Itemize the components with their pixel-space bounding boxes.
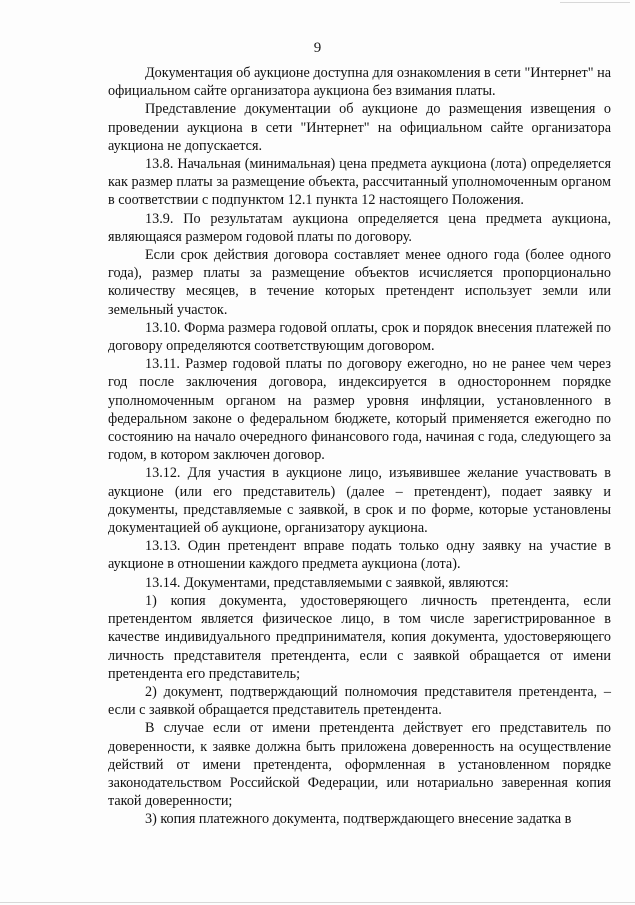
list-item-2: 2) документ, подтверждающий полномочия представителя претендента, – если с заявкой обращается представитель претендента.	[108, 683, 611, 719]
document-body	[108, 64, 611, 829]
paragraph-13-13: 13.13. Один претендент вправе подать только одну заявку на участие в аукционе в отношении каждого предмета аукциона (лота).	[108, 538, 611, 573]
paragraph-13-12: 13.12. Для участия в аукционе лицо, изъявившее желание участвовать в аукционе (или его представитель) (далее – претендент), подает заявку и документы, представляемые с заявкой, в срок и по форме, которые установлены документацией об аукционе, организатору аукциона.	[108, 465, 611, 537]
paragraph-proxy: В случае если от имени претендента действует его представитель по доверенности, к заявке должна быть приложена доверенность на осуществление действий от имени претендента, оформленная в установленном порядке законодательством Российской Федерации, или нотариально заверенная копия такой доверенности;	[108, 720, 611, 810]
paragraph-1: Документация об аукционе доступна для ознакомления в сети "Интернет" на официальном сайте организатора аукциона без взимания платы.	[108, 65, 611, 100]
paragraph-13-9: 13.9. По результатам аукциона определяется цена предмета аукциона, являющаяся размером годовой платы по договору.	[108, 210, 611, 245]
list-item-1: 1) копия документа, удостоверяющего личность претендента, если претендентом является физическое лицо, в том числе зарегистрированное в качестве индивидуального предпринимателя, копия документа, удостоверяющего личность представителя претендента, если с заявкой обращается от имени претендента его представитель;	[108, 592, 611, 682]
scan-edge-top	[560, 2, 630, 3]
scan-edge-bottom	[0, 902, 635, 903]
paragraph-13-14: 13.14. Документами, представляемыми с заявкой, являются:	[145, 574, 509, 591]
paragraph-2: Представление документации об аукционе до размещения извещения о проведении аукциона в сети "Интернет" на официальном сайте организатора аукциона не допускается.	[108, 101, 611, 154]
paragraph-13-8: 13.8. Начальная (минимальная) цена предмета аукциона (лота) определяется как размер платы за размещение объекта, рассчитанный уполномоченным органом в соответствии с подпунктом 12.1 пункта 12 настоящего Положения.	[108, 156, 611, 209]
paragraph-term: Если срок действия договора составляет менее одного года (более одного года), размер платы за размещение объектов исчисляется пропорционально количеству месяцев, в течение которых претендент использует земли или земельный участок.	[108, 247, 611, 318]
page-number: 9	[313, 40, 322, 56]
paragraph-13-10: 13.10. Форма размера годовой оплаты, срок и порядок внесения платежей по договору определяются соответствующим договором.	[108, 319, 611, 355]
list-item-3: 3) копия платежного документа, подтверждающего внесение задатка в	[145, 811, 572, 828]
paragraph-13-11: 13.11. Размер годовой платы по договору ежегодно, но не ранее чем через год после заключения договора, индексируется в одностороннем порядке уполномоченным органом на размер уровня инфляции, установленного в федеральном законе о федеральном бюджете, который применяется ежегодно по состоянию на начало очередного финансового года, начиная с года, следующего за годом, в котором заключен договор.	[108, 356, 611, 464]
